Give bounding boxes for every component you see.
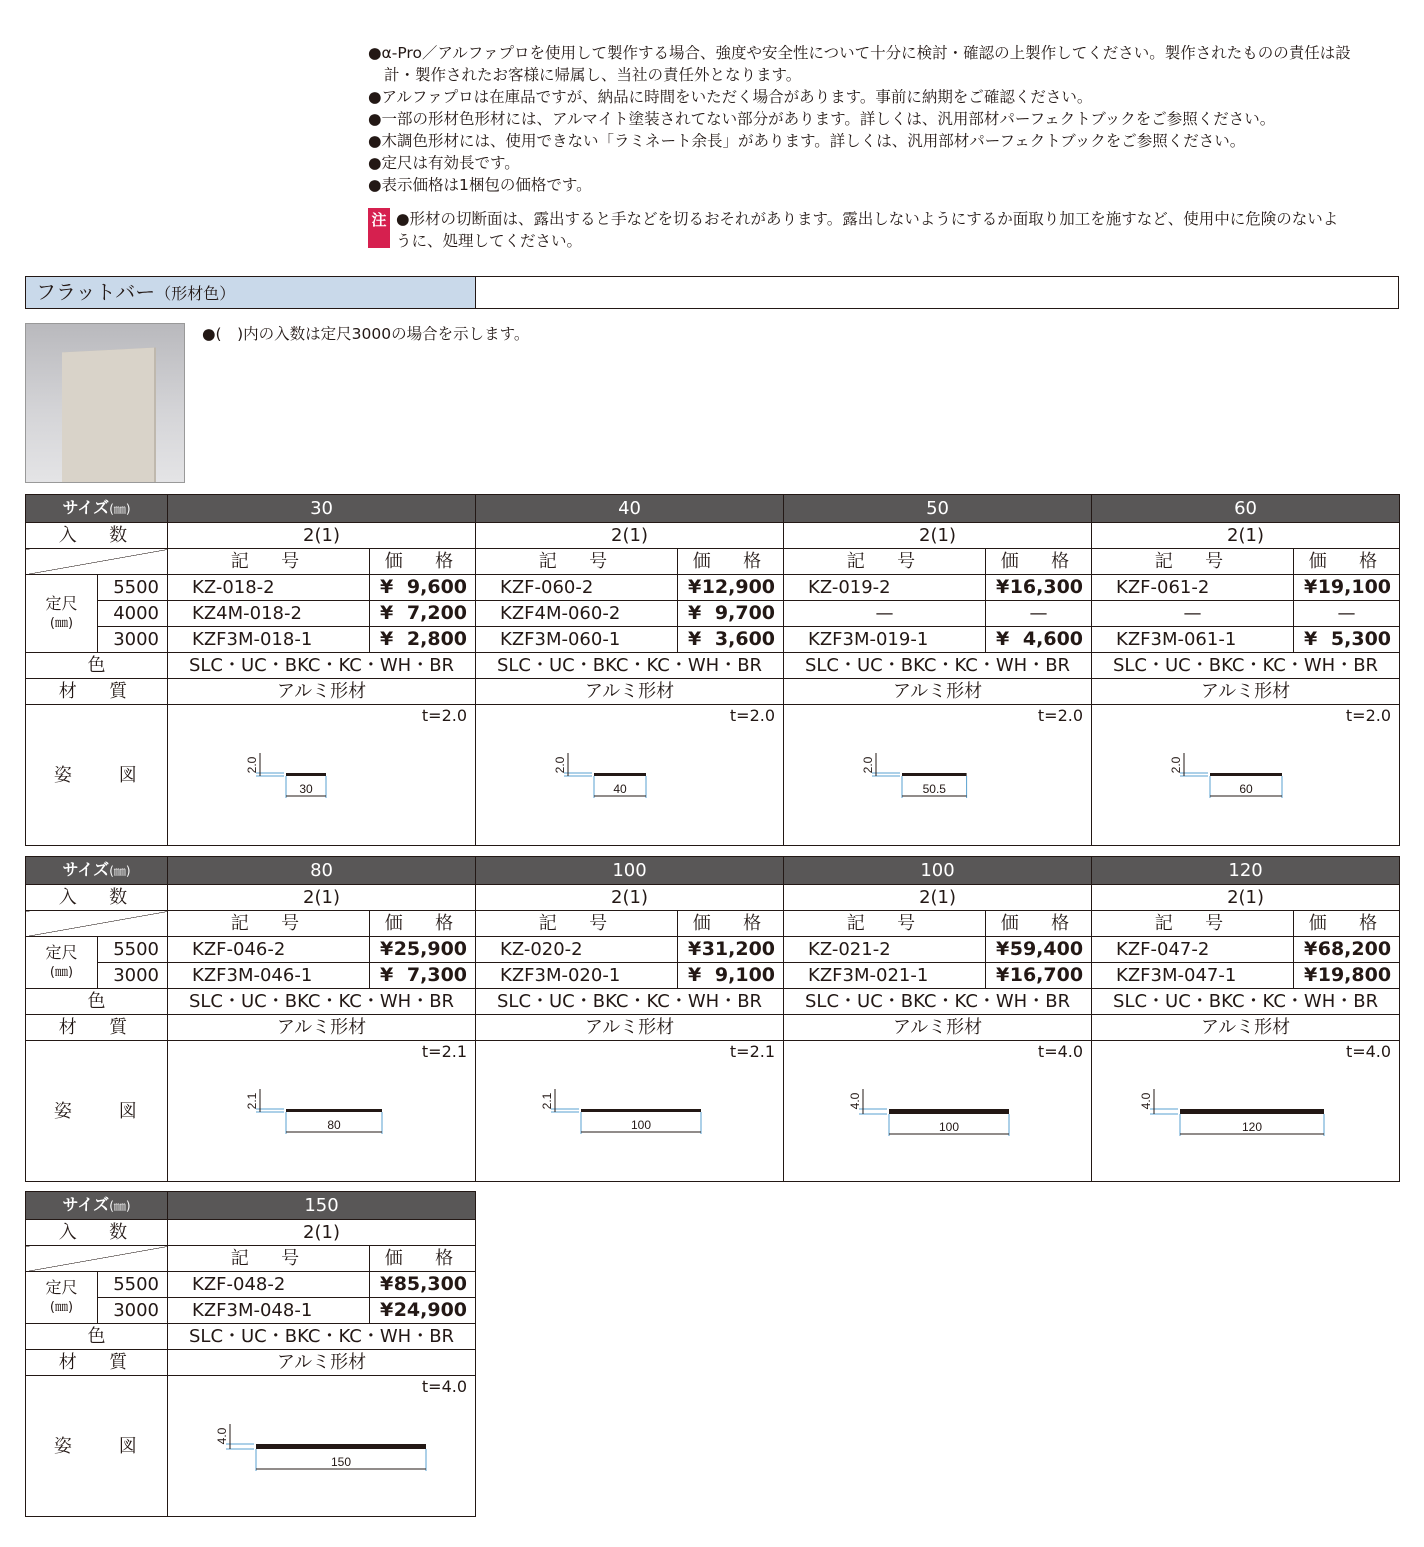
thickness-label: t=2.0 [1037,706,1084,725]
price-header: 価 格 [678,911,784,937]
price-value [986,937,1092,963]
notes [368,42,1398,196]
length-value: 5500 [98,575,168,601]
qty-value: 2(1) [784,523,1092,549]
flat-bar-drawing [784,1041,1090,1179]
price-value [678,627,784,653]
yen-symbol: ¥ [380,628,394,650]
thickness-dimension: 2.1 [245,1092,260,1110]
flat-bar-section [1210,773,1282,776]
color-value: SLC・UC・BKC・KC・WH・BR [784,989,1092,1015]
figure-label: 姿 図 [26,705,168,846]
qty-value: 2(1) [784,885,1092,911]
yen-symbol: ¥ [996,964,1010,986]
width-dimension: 30 [299,782,313,796]
size-value: 50 [784,495,1092,523]
note-line: ●アルファプロは在庫品ですが、納品に時間をいただく場合があります。事前に納期をご確認ください。 [368,88,1093,106]
caution-note [368,208,1398,252]
note-line: ●α-Pro／アルファプロを使用して製作する場合、強度や安全性について十分に検討・確認の上製作してください。製作されたものの責任は設 [368,44,1351,62]
qty-value: 2(1) [168,523,476,549]
color-value: SLC・UC・BKC・KC・WH・BR [168,989,476,1015]
size-value: 40 [476,495,784,523]
price-amount: 85,300 [393,1273,468,1295]
flat-bar-drawing [476,1041,782,1179]
width-dimension: 100 [631,1118,652,1132]
caution-line: ●形材の切断面は、露出すると手などを切るおそれがあります。露出しないようにするか面取り加工を施すなど、使用中に危険のないよ [396,210,1339,228]
length-value: 5500 [98,937,168,963]
product-code: KZF3M-018-1 [168,627,370,653]
note-line: 計・製作されたお客様に帰属し、当社の責任外となります。 [384,66,802,84]
size-unit: (㎜) [109,864,131,878]
price-amount: 31,200 [701,938,776,960]
thickness-dimension: 2.0 [553,756,568,774]
price-value [370,1272,476,1298]
section-header [25,276,1399,309]
qty-value: 2(1) [476,523,784,549]
price-dash: — [1294,601,1400,627]
price-amount: 5,300 [1330,628,1392,650]
price-header: 価 格 [370,549,476,575]
code-header: 記 号 [784,549,986,575]
color-value: SLC・UC・BKC・KC・WH・BR [476,653,784,679]
material-value: アルミ形材 [476,679,784,705]
product-code: KZF3M-060-1 [476,627,678,653]
section-subtitle: （形材色） [155,284,236,303]
product-code: KZF-046-2 [168,937,370,963]
yen-symbol: ¥ [996,938,1010,960]
material-value: アルミ形材 [476,1015,784,1041]
price-amount: 7,300 [406,964,468,986]
flat-bar-drawing [1092,705,1398,843]
figure-label: 姿 図 [26,1376,168,1517]
color-value: SLC・UC・BKC・KC・WH・BR [476,989,784,1015]
price-value [678,575,784,601]
qty-label: 入 数 [26,1220,168,1246]
product-code: KZF-061-2 [1092,575,1294,601]
size-value: 30 [168,495,476,523]
material-value: アルミ形材 [168,679,476,705]
price-value [1294,963,1400,989]
qty-label: 入 数 [26,885,168,911]
photo-note: ●( )内の入数は定尺3000の場合を示します。 [202,325,530,343]
flat-bar-section [902,773,967,776]
price-value [1294,627,1400,653]
teishaku-text: 定尺 [45,593,78,613]
profile-figure [1092,1041,1400,1182]
profile-figure [784,705,1092,846]
product-code: KZF3M-061-1 [1092,627,1294,653]
price-value [370,627,476,653]
thickness-label: t=2.0 [729,706,776,725]
material-value: アルミ形材 [784,679,1092,705]
price-amount: 12,900 [701,576,776,598]
price-amount: 9,100 [714,964,776,986]
color-value: SLC・UC・BKC・KC・WH・BR [168,1324,476,1350]
note-line: ●木調色形材には、使用できない「ラミネート余長」があります。詳しくは、汎用部材パーフェクトブックをご参照ください。 [368,132,1246,150]
thickness-dimension: 2.1 [540,1092,555,1110]
yen-symbol: ¥ [380,964,394,986]
profile-figure [168,1041,476,1182]
product-code: KZF-048-2 [168,1272,370,1298]
color-label: 色 [26,653,168,679]
flat-bar-section [581,1109,701,1112]
code-header: 記 号 [1092,911,1294,937]
yen-symbol: ¥ [996,628,1010,650]
price-amount: 9,600 [406,576,468,598]
qty-value: 2(1) [1092,885,1400,911]
thickness-dimension: 4.0 [215,1427,230,1445]
size-value: 100 [476,857,784,885]
length-value: 3000 [98,627,168,653]
price-dash: — [986,601,1092,627]
price-value [678,963,784,989]
profile-figure [784,1041,1092,1182]
price-amount: 59,400 [1009,938,1084,960]
material-label: 材 質 [26,1015,168,1041]
yen-symbol: ¥ [1304,576,1318,598]
price-amount: 2,800 [406,628,468,650]
color-value: SLC・UC・BKC・KC・WH・BR [1092,653,1400,679]
size-value: 150 [168,1192,476,1220]
size-value: 80 [168,857,476,885]
product-code: KZF3M-019-1 [784,627,986,653]
note-line: ●一部の形材色形材には、アルマイト塗装されてない部分があります。詳しくは、汎用部材パーフェクトブックをご参照ください。 [368,110,1276,128]
thickness-label: t=4.0 [421,1377,468,1396]
spec-table [25,1191,476,1517]
yen-symbol: ¥ [380,938,394,960]
width-dimension: 80 [327,1118,341,1132]
profile-figure [168,705,476,846]
material-label: 材 質 [26,679,168,705]
qty-value: 2(1) [476,885,784,911]
yen-symbol: ¥ [1304,938,1318,960]
flat-bar-section [889,1109,1009,1114]
yen-symbol: ¥ [380,1299,394,1321]
product-code: KZF3M-048-1 [168,1298,370,1324]
figure-label: 姿 図 [26,1041,168,1182]
length-value: 4000 [98,601,168,627]
product-code: KZF3M-047-1 [1092,963,1294,989]
size-value: 60 [1092,495,1400,523]
size-value: 100 [784,857,1092,885]
price-amount: 4,600 [1022,628,1084,650]
price-value [1294,937,1400,963]
profile-figure [476,1041,784,1182]
size-label-text: サイズ [62,498,110,517]
color-label: 色 [26,1324,168,1350]
price-amount: 24,900 [393,1299,468,1321]
width-dimension: 100 [939,1120,960,1134]
size-unit: (㎜) [109,1199,131,1213]
qty-value: 2(1) [168,1220,476,1246]
flat-bar-drawing [784,705,1090,843]
length-value: 3000 [98,963,168,989]
yen-symbol: ¥ [688,938,702,960]
price-value [1294,575,1400,601]
price-header: 価 格 [370,911,476,937]
diagonal-cell [26,1246,168,1272]
price-header: 価 格 [986,549,1092,575]
flat-bar-drawing [168,705,474,843]
price-amount: 68,200 [1317,938,1392,960]
flat-bar-section [286,773,326,776]
size-label-text: サイズ [62,1195,110,1214]
flat-bar-section [256,1444,426,1449]
size-label [26,1192,168,1220]
spec-table [25,856,1400,1182]
price-value [370,601,476,627]
price-value [678,601,784,627]
thickness-label: t=4.0 [1345,1042,1392,1061]
price-value [370,575,476,601]
price-header: 価 格 [1294,549,1400,575]
product-code: KZF3M-046-1 [168,963,370,989]
color-label: 色 [26,989,168,1015]
price-value [370,1298,476,1324]
price-header: 価 格 [986,911,1092,937]
code-dash: — [1092,601,1294,627]
price-value [678,937,784,963]
yen-symbol: ¥ [380,1273,394,1295]
product-code: KZF-047-2 [1092,937,1294,963]
profile-figure [476,705,784,846]
yen-symbol: ¥ [688,964,702,986]
teishaku-unit: (㎜) [49,615,74,631]
code-header: 記 号 [476,911,678,937]
teishaku-text: 定尺 [45,942,78,962]
code-header: 記 号 [784,911,986,937]
code-header: 記 号 [476,549,678,575]
yen-symbol: ¥ [688,602,702,624]
material-value: アルミ形材 [784,1015,1092,1041]
price-amount: 3,600 [714,628,776,650]
size-label-text: サイズ [62,860,110,879]
product-code: KZF-060-2 [476,575,678,601]
flat-bar-section [286,1109,382,1112]
profile-figure [1092,705,1400,846]
product-photo [25,323,185,483]
code-header: 記 号 [168,1246,370,1272]
length-value: 3000 [98,1298,168,1324]
width-dimension: 60 [1239,782,1253,796]
price-value [370,963,476,989]
profile-figure [168,1376,476,1517]
material-value: アルミ形材 [1092,679,1400,705]
width-dimension: 150 [331,1455,352,1469]
thickness-label: t=2.1 [421,1042,468,1061]
color-value: SLC・UC・BKC・KC・WH・BR [168,653,476,679]
teishaku-label [26,1272,98,1324]
price-header: 価 格 [1294,911,1400,937]
price-amount: 25,900 [393,938,468,960]
code-dash: — [784,601,986,627]
thickness-label: t=2.1 [729,1042,776,1061]
price-amount: 16,700 [1009,964,1084,986]
price-amount: 9,700 [714,602,776,624]
price-amount: 16,300 [1009,576,1084,598]
price-value [370,937,476,963]
material-value: アルミ形材 [1092,1015,1400,1041]
note-line: ●定尺は有効長です。 [368,154,520,172]
price-amount: 19,100 [1317,576,1392,598]
product-code: KZ4M-018-2 [168,601,370,627]
qty-label: 入 数 [26,523,168,549]
yen-symbol: ¥ [1304,964,1318,986]
size-value: 120 [1092,857,1400,885]
thickness-label: t=4.0 [1037,1042,1084,1061]
color-value: SLC・UC・BKC・KC・WH・BR [1092,989,1400,1015]
length-value: 5500 [98,1272,168,1298]
yen-symbol: ¥ [1304,628,1318,650]
size-label [26,857,168,885]
qty-value: 2(1) [1092,523,1400,549]
yen-symbol: ¥ [996,576,1010,598]
spec-table [25,494,1400,846]
price-value [986,627,1092,653]
product-code: KZF3M-020-1 [476,963,678,989]
qty-value: 2(1) [168,885,476,911]
flat-bar-drawing [168,1041,474,1179]
price-amount: 7,200 [406,602,468,624]
price-header: 価 格 [678,549,784,575]
flat-bar-drawing [476,705,782,843]
color-value: SLC・UC・BKC・KC・WH・BR [784,653,1092,679]
code-header: 記 号 [1092,549,1294,575]
thickness-label: t=2.0 [421,706,468,725]
code-header: 記 号 [168,549,370,575]
flat-bar-section [1180,1109,1324,1114]
width-dimension: 40 [613,782,627,796]
diagonal-cell [26,911,168,937]
product-code: KZ-018-2 [168,575,370,601]
yen-symbol: ¥ [380,576,394,598]
flat-bar-section [594,773,646,776]
caution-tag: 注 [368,208,390,248]
code-header: 記 号 [168,911,370,937]
size-unit: (㎜) [109,502,131,516]
teishaku-unit: (㎜) [49,1299,74,1315]
material-value: アルミ形材 [168,1015,476,1041]
thickness-dimension: 2.0 [245,756,260,774]
width-dimension: 50.5 [922,782,946,796]
material-value: アルミ形材 [168,1350,476,1376]
teishaku-label [26,937,98,989]
product-code: KZF3M-021-1 [784,963,986,989]
teishaku-text: 定尺 [45,1277,78,1297]
teishaku-label [26,575,98,653]
section-title: フラットバー [36,280,156,304]
yen-symbol: ¥ [380,602,394,624]
product-code: KZ-021-2 [784,937,986,963]
material-label: 材 質 [26,1350,168,1376]
thickness-dimension: 4.0 [848,1092,863,1110]
price-amount: 19,800 [1317,964,1392,986]
price-header: 価 格 [370,1246,476,1272]
size-label [26,495,168,523]
product-code: KZ-020-2 [476,937,678,963]
diagonal-cell [26,549,168,575]
product-code: KZF4M-060-2 [476,601,678,627]
flat-bar-drawing [1092,1041,1398,1179]
width-dimension: 120 [1242,1120,1263,1134]
note-line: ●表示価格は1梱包の価格です。 [368,176,592,194]
teishaku-unit: (㎜) [49,964,74,980]
product-code: KZ-019-2 [784,575,986,601]
caution-line: うに、処理してください。 [396,232,583,250]
flat-bar-drawing [168,1376,474,1514]
thickness-dimension: 2.0 [1169,756,1184,774]
thickness-label: t=2.0 [1345,706,1392,725]
yen-symbol: ¥ [688,628,702,650]
price-value [986,575,1092,601]
price-value [986,963,1092,989]
thickness-dimension: 2.0 [861,756,876,774]
yen-symbol: ¥ [688,576,702,598]
thickness-dimension: 4.0 [1139,1092,1154,1110]
